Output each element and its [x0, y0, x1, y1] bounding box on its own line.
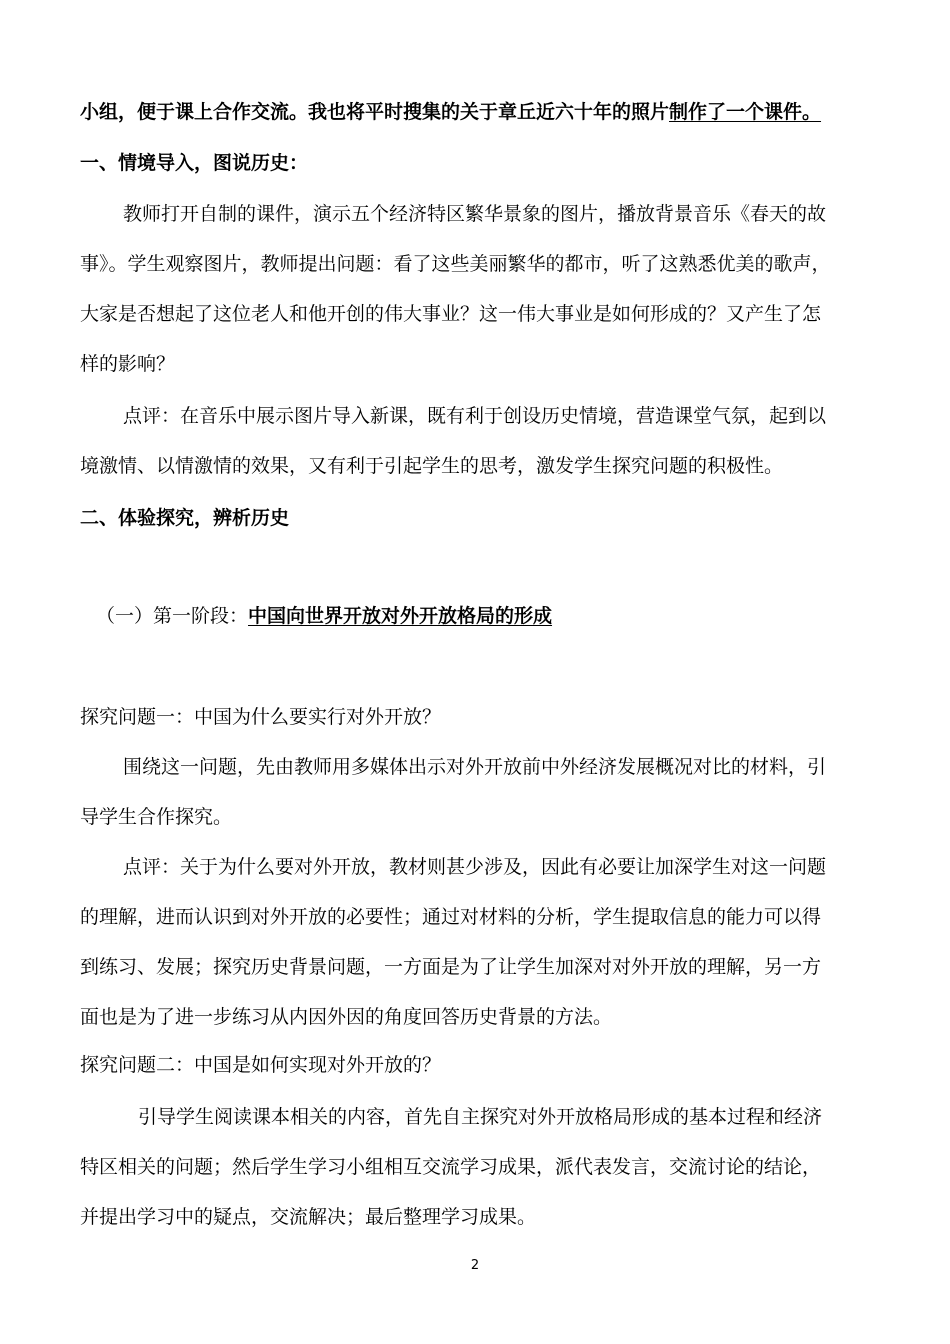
comment-line: 面也是为了进一步练习从内因外因的角度回答历史背景的方法。	[80, 1006, 613, 1028]
comment-line: 点评：关于为什么要对外开放，教材则甚少涉及，因此有必要让加深学生对这一问题	[123, 856, 827, 878]
paragraph-line: 围绕这一问题，先由教师用多媒体出示对外开放前中外经济发展概况对比的材料，引	[123, 756, 827, 778]
page-number: 2	[470, 1258, 480, 1273]
stage1-title: 中国向世界开放对外开放格局的形成	[248, 605, 553, 627]
paragraph-line: 并提出学习中的疑点，交流解决；最后整理学习成果。	[80, 1206, 537, 1228]
comment-line: 的理解，进而认识到对外开放的必要性；通过对材料的分析，学生提取信息的能力可以得	[80, 906, 822, 928]
paragraph-line: 事》。学生观察图片，教师提出问题：看了这些美丽繁华的都市，听了这熟悉优美的歌声，	[80, 253, 831, 275]
paragraph-line: 导学生合作探究。	[80, 806, 233, 828]
paragraph-line: 特区相关的问题；然后学生学习小组相互交流学习成果，派代表发言，交流讨论的结论，	[80, 1156, 822, 1178]
paragraph-line: 引导学生阅读课本相关的内容，首先自主探究对外开放格局形成的基本过程和经济	[138, 1106, 823, 1128]
intro-line	[80, 100, 821, 124]
question2-title: 探究问题二：中国是如何实现对外开放的？	[80, 1054, 442, 1076]
stage1-label: （一）第一阶段：	[96, 605, 249, 627]
section2-heading: 二、体验探究，辨析历史	[80, 507, 290, 529]
intro-text: 小组，便于课上合作交流。我也将平时搜集的关于章丘近六十年的照片	[80, 101, 670, 123]
question1-title: 探究问题一：中国为什么要实行对外开放？	[80, 706, 442, 728]
comment-line: 点评：在音乐中展示图片导入新课，既有利于创设历史情境，营造课堂气氛，起到以	[123, 405, 827, 427]
paragraph-line: 大家是否想起了这位老人和他开创的伟大事业？这一伟大事业是如何形成的？又产生了怎	[80, 303, 822, 325]
paragraph-line: 样的影响？	[80, 353, 176, 375]
stage1-heading	[96, 604, 552, 628]
paragraph-line: 教师打开自制的课件，演示五个经济特区繁华景象的图片，播放背景音乐《春天的故	[123, 203, 827, 225]
intro-underlined-text: 制作了一个课件。	[669, 101, 822, 123]
section1-heading: 一、情境导入，图说历史：	[80, 152, 309, 174]
comment-line: 境激情、以情激情的效果，又有利于引起学生的思考，激发学生探究问题的积极性。	[80, 455, 784, 477]
comment-line: 到练习、发展；探究历史背景问题，一方面是为了让学生加深对对外开放的理解，另一方	[80, 956, 822, 978]
